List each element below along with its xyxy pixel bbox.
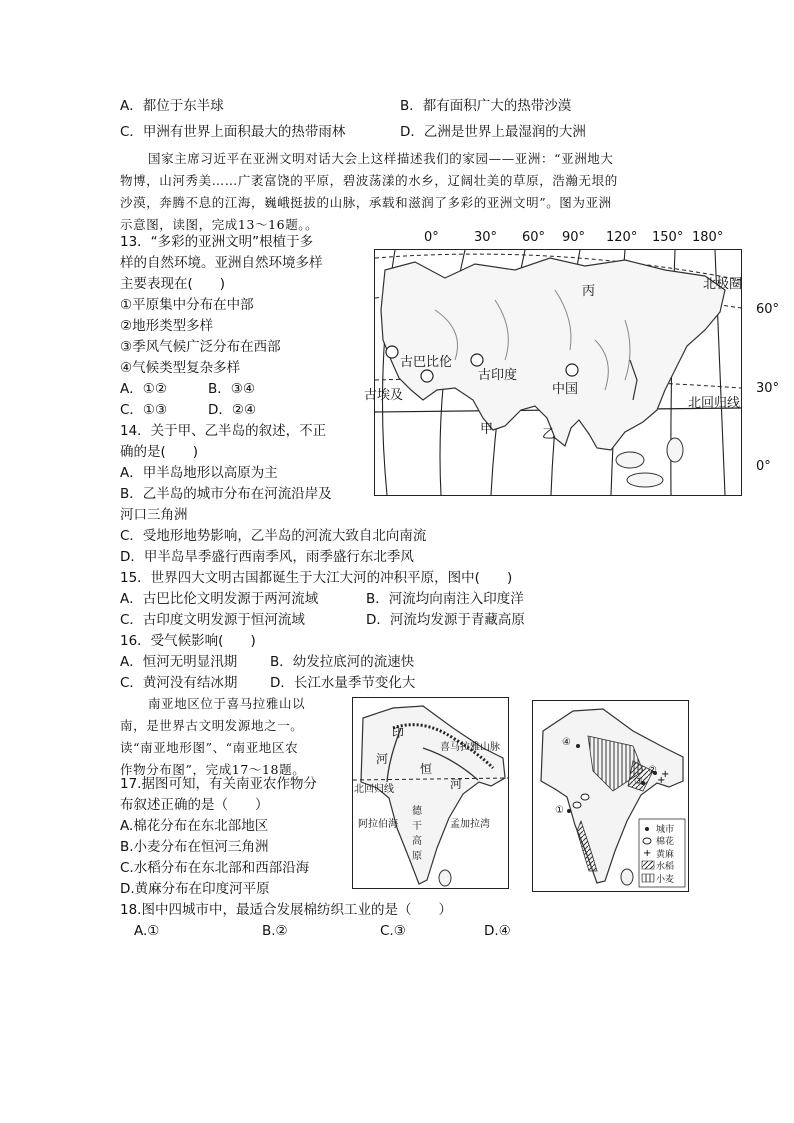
q14-option-d: D．甲半岛旱季盛行西南季风，雨季盛行东北季风: [120, 549, 414, 565]
label-river: 河: [376, 752, 389, 766]
intro2-line: 南，是世界古文明发源地之一。: [120, 718, 304, 733]
prev-option-b: B．都有面积广大的热带沙漠: [400, 98, 572, 114]
q17-stem: 17.据图可知，有关南亚农作物分: [120, 776, 317, 792]
q14-option-b: B．乙半岛的城市分布在河流沿岸及: [120, 486, 332, 502]
lon-label: 60°: [522, 230, 546, 245]
city-label: ②: [648, 765, 657, 776]
intro2-line: 读“南亚地形图”、“南亚地区农: [120, 740, 299, 755]
q14-stem: 14．关于甲、乙半岛的叙述，不正: [120, 423, 327, 439]
legend-cotton: 棉花: [656, 837, 675, 847]
q13-stem: 13．“多彩的亚洲文明”根植于多: [120, 234, 314, 250]
lon-label: 120°: [606, 230, 638, 245]
q13-item: ②地形类型多样: [120, 318, 214, 334]
label-yi: 乙: [542, 427, 556, 442]
q17-option-c: C.水稻分布在东北部和西部沿海: [120, 860, 310, 876]
q18-stem: 18.图中四城市中，最适合发展棉纺织工业的是（ ）: [120, 902, 452, 918]
label-arabian-sea: 阿拉伯海: [358, 819, 398, 830]
asia-map-graphic: [375, 250, 741, 495]
label-bing: 丙: [582, 284, 596, 299]
label-himalaya: 喜马拉雅山脉: [440, 742, 500, 753]
legend-jute: 黄麻: [656, 850, 675, 860]
lon-label: 0°: [424, 230, 439, 245]
label-indus: 印: [392, 726, 405, 740]
city-label: ①: [555, 805, 564, 816]
lat-label: 0°: [756, 459, 771, 474]
q16-option-b: B．幼发拉底河的流速快: [270, 654, 415, 670]
q18-option-c: C.③: [380, 923, 406, 939]
q15-option-d: D．河流均发源于青藏高原: [366, 612, 525, 628]
q14-option-a: A．甲半岛地形以高原为主: [120, 465, 278, 481]
q13-stem: 主要表现在( ): [120, 276, 226, 292]
intro2-line: 作物分布图”，完成17～18题。: [120, 762, 306, 777]
legend-city: 城市: [656, 825, 675, 835]
q14-option-b: 河口三角洲: [120, 507, 188, 523]
prev-option-a: A．都位于东半球: [120, 98, 224, 114]
city-label: ④: [562, 737, 571, 748]
legend-rice: 水稻: [656, 862, 675, 872]
svg-text:+: +: [643, 848, 652, 859]
q14-option-c: C．受地形地势影响，乙半岛的河流大致自北向南流: [120, 528, 427, 544]
label-ganges: 恒: [420, 762, 433, 776]
q13-item: ③季风气候广泛分布在西部: [120, 339, 281, 355]
q15-option-c: C．古印度文明发源于恒河流域: [120, 612, 305, 628]
q18-option-b: B.②: [262, 923, 288, 939]
svg-text:+: +: [661, 769, 670, 780]
q13-stem: 样的自然环境。亚洲自然环境多样: [120, 255, 323, 271]
label-tropic: 北回归线: [354, 784, 394, 795]
label-india: 古印度: [478, 368, 518, 383]
label-jia: 甲: [480, 422, 494, 437]
q13-option-b: B．③④: [208, 381, 255, 397]
label-egypt: 古埃及: [364, 388, 404, 403]
lon-label: 150°: [652, 230, 684, 245]
label-babylon: 古巴比伦: [400, 355, 453, 370]
q15-stem: 15．世界四大文明古国都诞生于大江大河的冲积平原，图中( ): [120, 570, 513, 586]
lon-label: 30°: [474, 230, 498, 245]
q16-option-d: D．长江水量季节变化大: [270, 675, 416, 691]
city-label: ③: [634, 776, 643, 787]
q13-item: ④气候类型复杂多样: [120, 360, 241, 376]
intro-line: 示意图，读图，完成13～16题。。: [120, 217, 319, 232]
q13-item: ①平原集中分布在中部: [120, 297, 254, 313]
q16-option-c: C．黄河没有结冰期: [120, 675, 238, 691]
intro-line: 物博，山河秀美……广袤富饶的平原，碧波荡漾的水乡，辽阔壮美的草原，浩瀚无垠的: [120, 173, 618, 188]
lat-label: 30°: [756, 381, 780, 396]
label-china: 中国: [552, 382, 579, 397]
q13-option-c: C．①③: [120, 402, 168, 418]
q15-option-a: A．古巴比伦文明发源于两河流域: [120, 591, 319, 607]
q16-stem: 16．受气候影响( ): [120, 633, 256, 649]
q17-option-b: B.小麦分布在恒河三角洲: [120, 839, 269, 855]
q13-option-d: D．②④: [208, 402, 257, 418]
q15-option-b: B．河流均向南注入印度洋: [366, 591, 524, 607]
legend-wheat: 小麦: [656, 875, 675, 885]
lat-label: 60°: [756, 302, 780, 317]
q18-option-d: D.④: [484, 923, 511, 939]
q17-option-a: A.棉花分布在东北部地区: [120, 818, 269, 834]
label-deccan: 德干高原: [412, 806, 422, 862]
intro2-line: 南亚地区位于喜马拉雅山以: [148, 696, 306, 711]
q13-option-a: A．①②: [120, 381, 167, 397]
asia-map: [374, 249, 742, 496]
prev-option-c: C．甲洲有世界上面积最大的热带雨林: [120, 124, 346, 140]
q14-stem: 确的是( ): [120, 444, 199, 460]
arctic-circle-label: 北极圈: [703, 277, 743, 292]
label-river: 河: [450, 777, 463, 791]
label-bay-of-bengal: 孟加拉湾: [450, 819, 490, 830]
intro-line: 沙漠，奔腾不息的江海，巍峨挺拔的山脉，承载和滋润了多彩的亚洲文明”。图为亚洲: [120, 195, 612, 210]
q18-option-a: A.①: [134, 923, 160, 939]
tropic-label: 北回归线: [688, 396, 741, 411]
svg-text:+: +: [657, 775, 666, 786]
intro-line: 国家主席习近平在亚洲文明对话大会上这样描述我们的家园——亚洲：“亚洲地大: [148, 151, 614, 166]
q16-option-a: A．恒河无明显汛期: [120, 654, 238, 670]
q17-stem: 布叙述正确的是（ ）: [120, 797, 269, 813]
q17-option-d: D.黄麻分布在印度河平原: [120, 881, 270, 897]
prev-option-d: D．乙洲是世界上最湿润的大洲: [400, 124, 586, 140]
lon-label: 180°: [692, 230, 724, 245]
lon-label: 90°: [562, 230, 586, 245]
